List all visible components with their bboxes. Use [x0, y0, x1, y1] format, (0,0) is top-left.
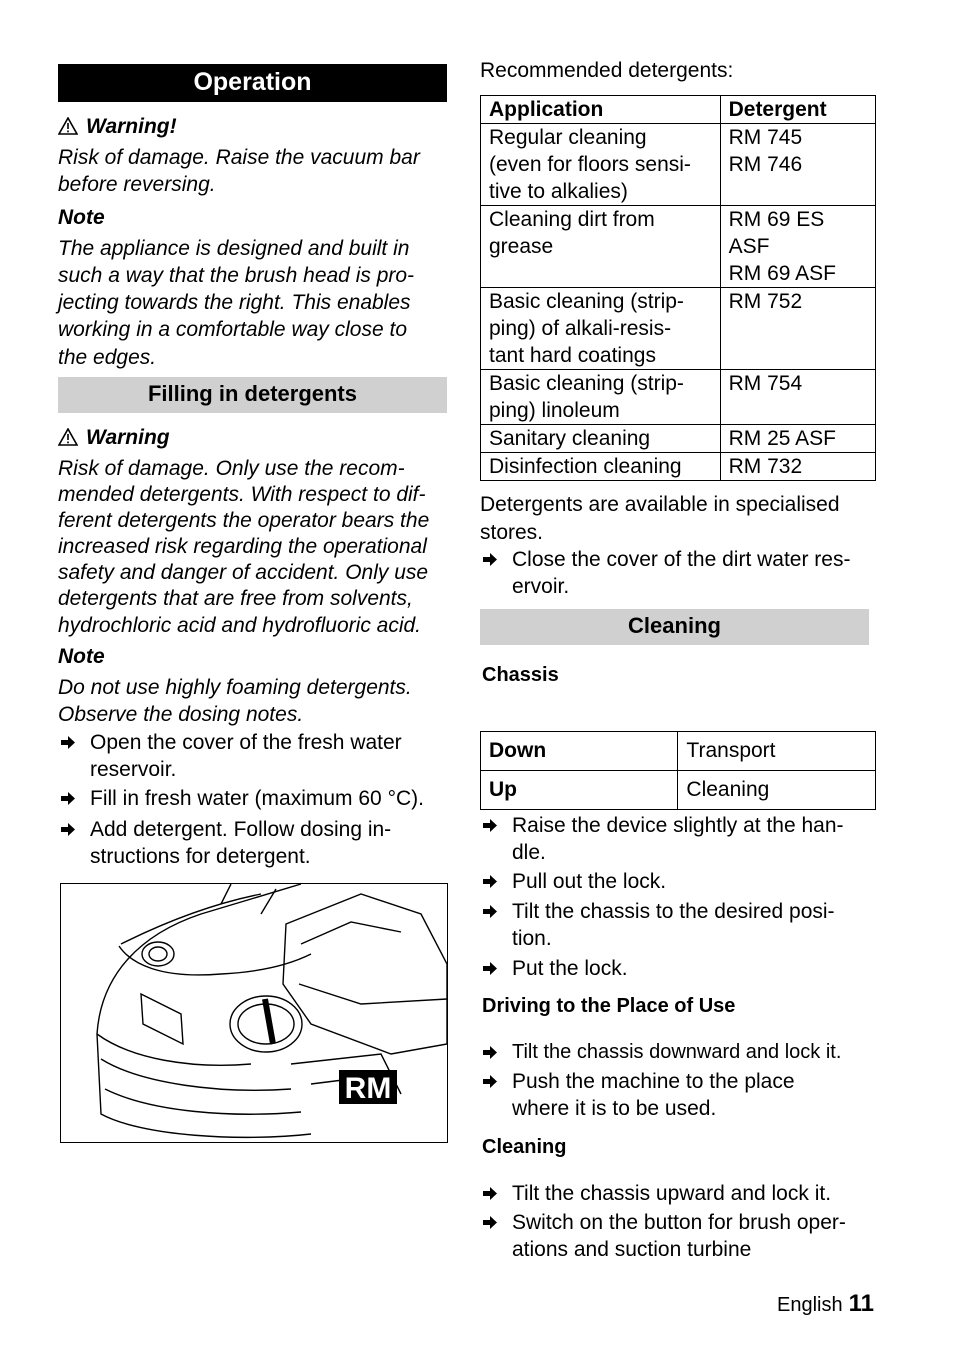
position-cell: Up: [481, 771, 678, 810]
arrow-right-icon: [58, 785, 78, 812]
availability-text-line: Detergents are available in specialised: [480, 493, 840, 516]
detergent-cell: RM 69 ES ASF RM 69 ASF: [720, 206, 875, 288]
instruction-text: Open the cover of the fresh water: [90, 731, 402, 754]
table-row: [481, 453, 876, 481]
arrow-right-icon: [480, 1180, 500, 1207]
note-text-line: such a way that the brush head is pro-: [58, 264, 415, 287]
table-row: [481, 732, 876, 771]
instruction-item: [58, 729, 454, 783]
arrow-right-icon: [480, 868, 500, 895]
warning-text-line: Risk of damage. Raise the vacuum bar: [58, 146, 420, 169]
instruction-item: [480, 812, 880, 866]
instruction-item: [480, 955, 880, 982]
warning-text-line: mended detergents. With respect to dif-: [58, 483, 426, 506]
warning-text-line: ferent detergents the operator bears the: [58, 509, 430, 532]
cleaning-subtitle: Cleaning: [482, 1136, 567, 1158]
instruction-text: Push the machine to the place: [512, 1070, 795, 1093]
instruction-text: Switch on the button for brush oper-: [512, 1211, 846, 1234]
recommended-label: Recommended detergents:: [480, 59, 734, 82]
arrow-right-icon: [480, 812, 500, 839]
arrow-right-icon: [480, 1039, 500, 1066]
table-row: [481, 288, 876, 370]
note-text-line: The appliance is designed and built in: [58, 237, 410, 260]
footer-language: English: [777, 1294, 843, 1316]
application-cell: Sanitary cleaning: [481, 425, 721, 453]
detergent-filling-illustration: [60, 883, 448, 1143]
warning-text-line: Risk of damage. Only use the recom-: [58, 457, 405, 480]
warning-title: Warning!: [58, 113, 177, 140]
detergent-cell: RM 732: [720, 453, 875, 481]
arrow-right-icon: [480, 1209, 500, 1236]
instruction-text: Add detergent. Follow dosing in-: [90, 818, 392, 841]
detergent-cell: RM 752: [720, 288, 875, 370]
instruction-text: Tilt the chassis downward and lock it.: [512, 1041, 842, 1063]
machine-drawing: [61, 884, 447, 1142]
instruction-text: where it is to be used.: [512, 1097, 717, 1120]
arrow-right-icon: [480, 898, 500, 925]
instruction-text: structions for detergent.: [90, 845, 311, 868]
note-text-line: Do not use highly foaming detergents.: [58, 676, 412, 699]
chassis-position-table: [480, 731, 876, 810]
warning-title: Warning: [58, 424, 170, 451]
page-number: 11: [848, 1290, 874, 1317]
page-footer: [777, 1290, 874, 1318]
driving-title: Driving to the Place of Use: [482, 995, 736, 1017]
note-text-line: working in a comfortable way close to: [58, 318, 407, 341]
instruction-item: [58, 785, 454, 812]
arrow-right-icon: [58, 729, 78, 756]
warning-text-line: detergents that are free from solvents,: [58, 587, 413, 610]
instruction-text: Tilt the chassis upward and lock it.: [512, 1182, 832, 1205]
instruction-text: Put the lock.: [512, 957, 628, 980]
filling-heading: Filling in detergents: [58, 377, 447, 413]
instruction-item: [480, 898, 880, 952]
warning-triangle-icon: [58, 117, 78, 135]
detergent-cell: RM 745 RM 746: [720, 124, 875, 206]
instruction-text: reservoir.: [90, 758, 177, 781]
table-row: [481, 771, 876, 810]
mode-cell: Transport: [678, 732, 876, 771]
warning-text-line: hydrochloric acid and hydrofluoric acid.: [58, 614, 422, 637]
note-text-line: Observe the dosing notes.: [58, 703, 304, 726]
instruction-item: [480, 1039, 880, 1066]
instruction-text: ervoir.: [512, 575, 570, 598]
position-cell: Down: [481, 732, 678, 771]
column-header: Application: [481, 96, 721, 124]
table-row: [481, 370, 876, 425]
column-header: Detergent: [720, 96, 875, 124]
table-row: [481, 206, 876, 288]
detergent-cell: RM 25 ASF: [720, 425, 875, 453]
instruction-text: Raise the device slightly at the han-: [512, 814, 844, 837]
application-cell: Cleaning dirt from grease: [481, 206, 721, 288]
arrow-right-icon: [480, 1068, 500, 1095]
instruction-item: [58, 816, 454, 870]
availability-text-line: stores.: [480, 521, 544, 544]
instruction-item: [480, 1180, 880, 1207]
note-title: Note: [58, 645, 105, 668]
warning-triangle-icon: [58, 428, 78, 446]
mode-cell: Cleaning: [678, 771, 876, 810]
detergent-cell: RM 754: [720, 370, 875, 425]
instruction-item: [480, 546, 880, 600]
application-cell: Basic cleaning (strip- ping) of alkali-resis- tant hard coatings: [481, 288, 721, 370]
application-cell: Disinfection cleaning: [481, 453, 721, 481]
instruction-text: dle.: [512, 841, 546, 864]
cleaning-heading: Cleaning: [480, 609, 869, 645]
instruction-item: [480, 1068, 880, 1122]
warning-text-line: safety and danger of accident. Only use: [58, 561, 429, 584]
instruction-text: ations and suction turbine: [512, 1238, 752, 1261]
table-header-row: [481, 96, 876, 124]
table-row: [481, 124, 876, 206]
arrow-right-icon: [480, 546, 500, 573]
instruction-text: Close the cover of the dirt water res-: [512, 548, 851, 571]
table-row: [481, 425, 876, 453]
application-cell: Basic cleaning (strip- ping) linoleum: [481, 370, 721, 425]
instruction-text: tion.: [512, 927, 552, 950]
instruction-item: [480, 1209, 880, 1263]
rm-label: RM: [344, 1072, 392, 1105]
arrow-right-icon: [58, 816, 78, 843]
warning-text-line: before reversing.: [58, 173, 216, 196]
note-title: Note: [58, 206, 105, 229]
operation-heading: Operation: [58, 64, 447, 102]
instruction-item: [480, 868, 880, 895]
instruction-text: Pull out the lock.: [512, 870, 667, 893]
warning-text-line: increased risk regarding the operational: [58, 535, 427, 558]
note-text-line: jecting towards the right. This enables: [58, 291, 411, 314]
detergent-table: [480, 95, 876, 481]
arrow-right-icon: [480, 955, 500, 982]
instruction-text: Tilt the chassis to the desired posi-: [512, 900, 835, 923]
note-text-line: the edges.: [58, 346, 157, 369]
chassis-title: Chassis: [482, 664, 559, 686]
application-cell: Regular cleaning (even for floors sensi- tive to alkalies): [481, 124, 721, 206]
instruction-text: Fill in fresh water (maximum 60 °C).: [90, 787, 424, 810]
